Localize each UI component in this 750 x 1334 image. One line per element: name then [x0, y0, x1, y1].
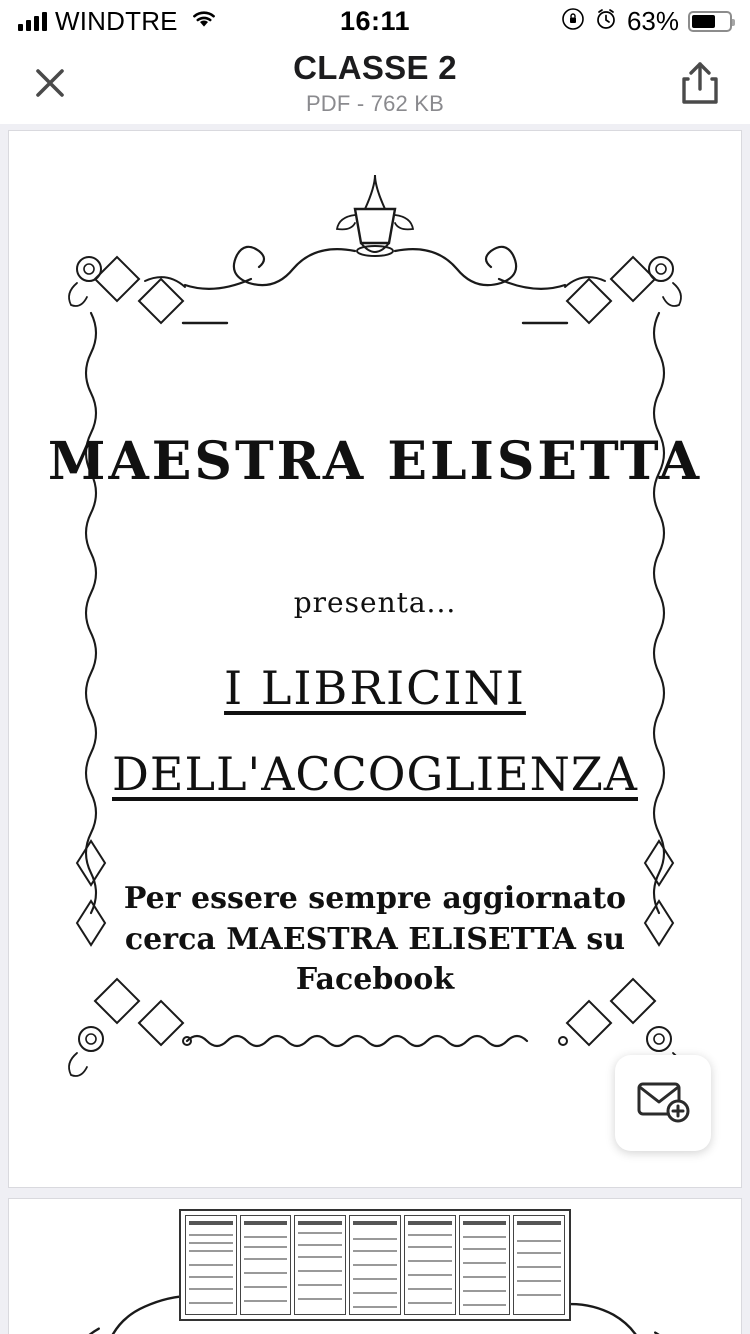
battery-percent-label: 63% — [626, 5, 679, 36]
cover-subtitle-line-2: DELL'ACCOGLIENZA — [112, 747, 638, 801]
share-button[interactable] — [672, 55, 728, 111]
navigation-bar — [0, 42, 750, 124]
carrier-label: WINDTRE — [55, 5, 178, 36]
document-page-1[interactable] — [8, 130, 742, 1188]
document-scroll-area[interactable] — [0, 124, 750, 1334]
document-page-2[interactable] — [8, 1198, 742, 1334]
thumbnail-item[interactable] — [404, 1215, 456, 1315]
cellular-signal-icon — [18, 11, 47, 31]
compose-mail-icon — [636, 1077, 690, 1130]
status-bar-clock: 16:11 — [339, 5, 411, 36]
close-button[interactable] — [22, 55, 78, 111]
battery-icon — [688, 11, 732, 32]
cover-layout — [9, 131, 741, 1187]
cover-presents-label: presenta... — [293, 586, 457, 619]
compose-mail-button[interactable] — [615, 1055, 711, 1151]
cover-footer-text: Per essere sempre aggiornato cerca MAESTRA ELISETTA su Facebook — [123, 881, 627, 997]
thumbnail-item[interactable] — [459, 1215, 511, 1315]
cover-subtitle-line-1: I LIBRICINI — [224, 661, 526, 715]
alarm-clock-icon — [594, 7, 618, 36]
page-2-content — [9, 1199, 741, 1334]
thumbnail-item[interactable] — [185, 1215, 237, 1315]
thumbnail-item[interactable] — [294, 1215, 346, 1315]
status-bar — [0, 0, 750, 42]
page-title: CLASSE 2 — [293, 49, 457, 86]
cover-title: MAESTRA ELISETTA — [47, 431, 703, 492]
nav-title-group — [0, 49, 750, 117]
rotation-lock-icon — [561, 7, 585, 36]
worksheet-thumbnails[interactable] — [179, 1209, 571, 1321]
cover-text-block — [9, 131, 741, 1187]
thumbnail-item[interactable] — [513, 1215, 565, 1315]
page-subtitle: PDF - 762 KB — [305, 91, 445, 116]
thumbnail-item[interactable] — [349, 1215, 401, 1315]
wifi-icon — [190, 8, 218, 34]
status-bar-right — [561, 6, 732, 37]
thumbnail-item[interactable] — [240, 1215, 292, 1315]
status-bar-left — [18, 6, 218, 37]
